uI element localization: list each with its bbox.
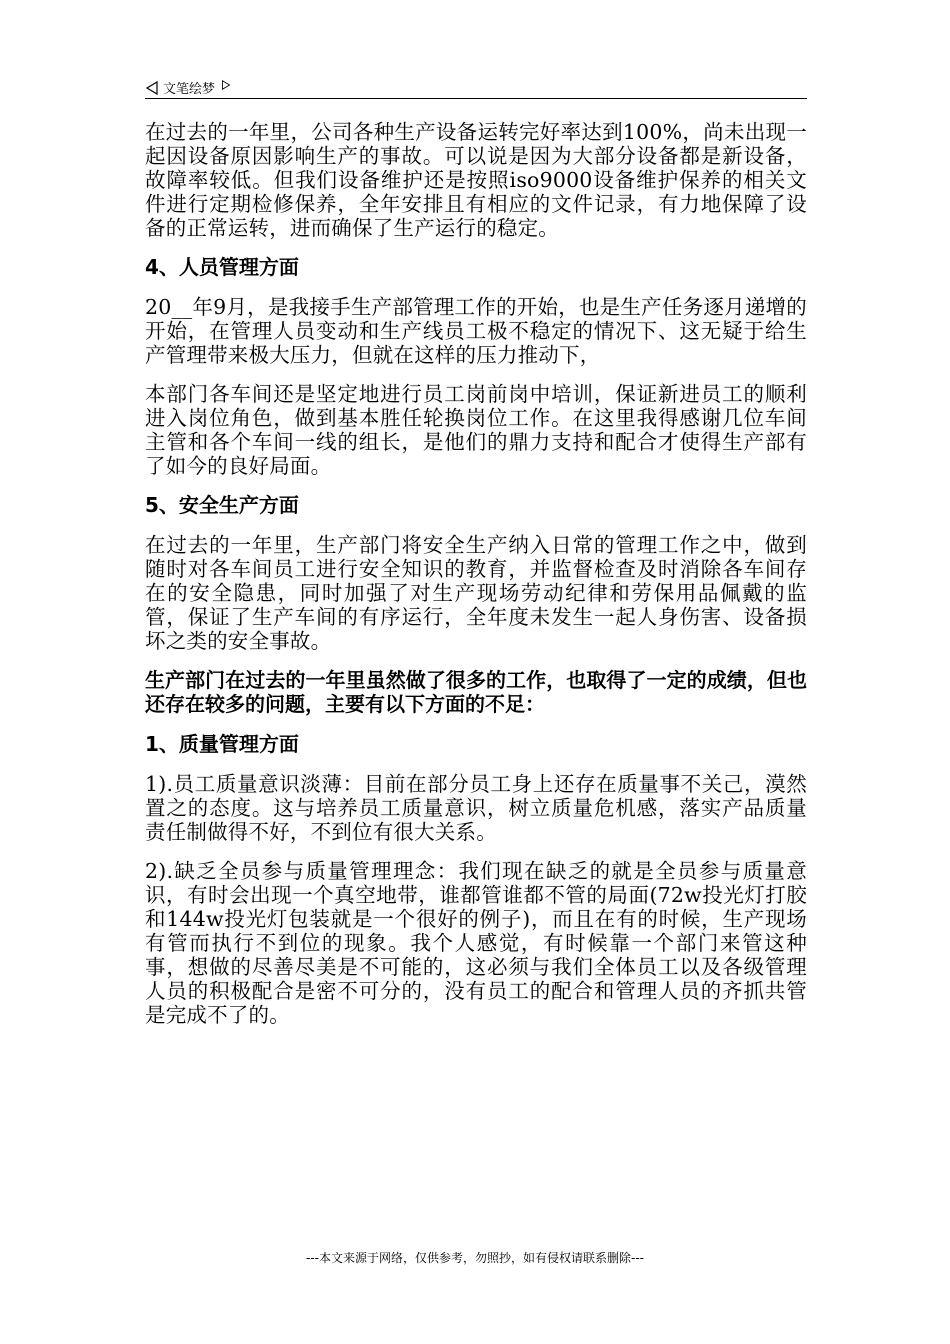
paragraph-equipment: 在过去的一年里，公司各种生产设备运转完好率达到100%，尚未出现一起因设备原因影响生产的事故。可以说是因为大部分设备都是新设备，故障率较低。但我们设备维护还是按照iso9000设备维护保养的相关文件进行定期检修保养，全年安排且有相应的文件记录，有力地保障了设备的正常运转，进而确保了生产运行的稳定。 — [145, 120, 807, 240]
paragraph-personnel-1: 20__年9月，是我接手生产部管理工作的开始，也是生产任务逐月递增的开始，在管理人员变动和生产线员工极不稳定的情况下、这无疑于给生产管理带来极大压力，但就在这样的压力推动下， — [145, 295, 807, 367]
triangle-right-icon — [221, 80, 231, 90]
page-header — [145, 72, 807, 99]
heading-safety-production: 5、安全生产方面 — [145, 493, 299, 517]
heading-quality-management: 1、质量管理方面 — [145, 732, 299, 756]
paragraph-safety: 在过去的一年里，生产部门将安全生产纳入日常的管理工作之中，做到随时对各车间员工进行安全知识的教育，并监督检查及时消除各车间存在的安全隐患，同时加强了对生产现场劳动纪律和劳保用品佩戴的监管，保证了生产车间的有序运行，全年度未发生一起人身伤害、设备损坏之类的安全事故。 — [145, 533, 807, 653]
page-footer-disclaimer: ---本文来源于网络，仅供参考，勿照抄，如有侵权请联系删除--- — [306, 1251, 644, 1265]
document-body — [145, 120, 807, 1042]
paragraph-quality-1: 1).员工质量意识淡薄：目前在部分员工身上还存在质量事不关己，漠然置之的态度。这与培养员工质量意识，树立质量危机感，落实产品质量责任制做得不好，不到位有很大关系。 — [145, 772, 807, 844]
bold-intro-shortcomings: 生产部门在过去的一年里虽然做了很多的工作，也取得了一定的成绩，但也还存在较多的问题，主要有以下方面的不足： — [145, 668, 807, 716]
paragraph-quality-2: 2).缺乏全员参与质量管理理念：我们现在缺乏的就是全员参与质量意识，有时会出现一个真空地带，谁都管谁都不管的局面(72w投光灯打胶和144w投光灯包装就是一个很好的例子)，而且在有的时候，生产现场有管而执行不到位的现象。我个人感觉，有时候靠一个部门来管这种事，想做的尽善尽美是不可能的，这必须与我们全体员工以及各级管理人员的积极配合是密不可分的，没有员工的配合和管理人员的齐抓共管是完成不了的。 — [145, 859, 807, 1027]
paragraph-personnel-2: 本部门各车间还是坚定地进行员工岗前岗中培训，保证新进员工的顺利进入岗位角色，做到基本胜任轮换岗位工作。在这里我得感谢几位车间主管和各个车间一线的组长，是他们的鼎力支持和配合才使得生产部有了如今的良好局面。 — [145, 382, 807, 478]
header-brand — [145, 78, 231, 97]
heading-personnel-management: 4、人员管理方面 — [145, 255, 299, 279]
triangle-left-icon — [145, 81, 159, 95]
brand-name: 文笔绘梦 — [163, 82, 216, 97]
